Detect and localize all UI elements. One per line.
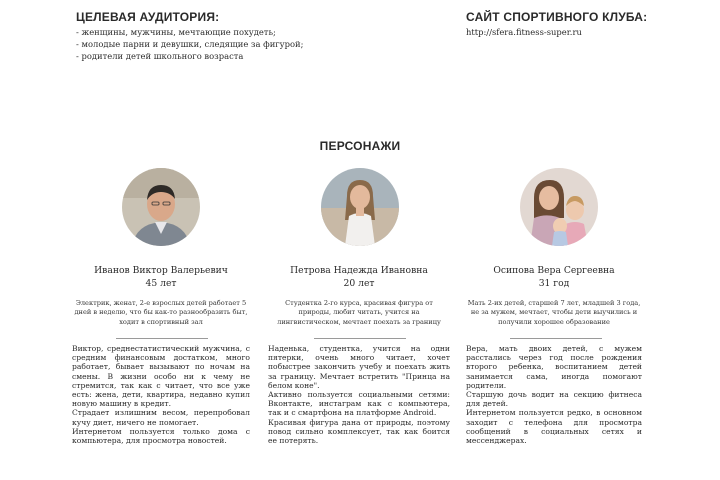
character-summary: Студентка 2-го курса, красивая фигура от природы, любит читать, учится на лингвистическом, мечтает поехать за границу [277,299,441,326]
divider [116,338,208,339]
story-paragraph: Страдает излишним весом, перепробовал кучу диет, ничего не помогает. [72,408,250,427]
story-paragraph: Наденька, студентка, учится на одни пятерки, очень много читает, хочет побыстрее закончить учебу и поехать жить за границу. Мечтает встретить "Принца на белом коне". [268,344,450,390]
character-name: Иванов Виктор Валерьевич [94,265,228,276]
site-url: http://sfera.fitness-super.ru [466,27,582,37]
character-story [466,344,642,445]
target-audience-block [76,10,406,62]
character-summary: Электрик, женат, 2-е взрослых детей работает 5 дней в неделю, что бы как-то разнообразить быт, ходит в спортивный зал [74,299,248,326]
character-summary: Мать 2-их детей, старшей 7 лет, младшей 3 года, не за мужем, мечтает, чтобы дети выучились и получили хорошее образование [467,299,641,326]
audience-title: ЦЕЛЕВАЯ АУДИТОРИЯ: [76,10,220,24]
story-paragraph: Красивая фигура дана от природы, поэтому повод сильно комплексует, так как боится ее потерять. [268,417,450,446]
character-story [72,344,250,445]
story-paragraph: Виктор, среднестатистический мужчина, с средним финансовым достатком, много работает, бывает вызывают по ночам на смены. В жизни особо ни к чему не стремится, так как с читает, что все уже есть: жена, дети, квартира, недавно купил новую машину в кредит. [72,344,250,409]
divider [510,338,602,339]
character-age: 45 лет [145,278,177,289]
club-site-block [466,10,696,38]
audience-list [76,26,406,62]
story-paragraph: Активно пользуется социальными сетями: Вконтакте, инстаграм как с компьютера, так и с смартфона на платформе Android. [268,390,450,418]
character-name: Петрова Надежда Ивановна [290,265,428,276]
story-paragraph: Вера, мать двоих детей, с мужем расстались через год после рождения второго ребенка, воспитанием детей занимается сама, иногда помогают родители. [466,344,642,390]
story-paragraph: Старшую дочь водит на секцию фитнеса для детей. [466,390,642,409]
avatar [520,168,598,246]
character-story [268,344,450,445]
avatar [122,168,200,246]
audience-item: - женщины, мужчины, мечтающие похудеть; [76,27,276,37]
character-age: 20 лет [343,278,375,289]
avatar [321,168,399,246]
divider [314,338,406,339]
characters-title: ПЕРСОНАЖИ [319,139,401,153]
story-paragraph: Интернетом пользуется редко, в основном заходит с телефона для просмотра сообщений в социальных сетях и мессенджерах. [466,408,642,446]
character-name: Осипова Вера Сергеевна [493,265,615,276]
audience-item: - родители детей школьного возраста [76,51,244,61]
audience-item: - молодые парни и девушки, следящие за фигурой; [76,39,304,49]
site-title: САЙТ СПОРТИВНОГО КЛУБА: [466,10,648,24]
character-age: 31 год [538,278,570,289]
story-paragraph: Интернетом пользуется только дома с компьютера, для просмотра новостей. [72,426,250,446]
